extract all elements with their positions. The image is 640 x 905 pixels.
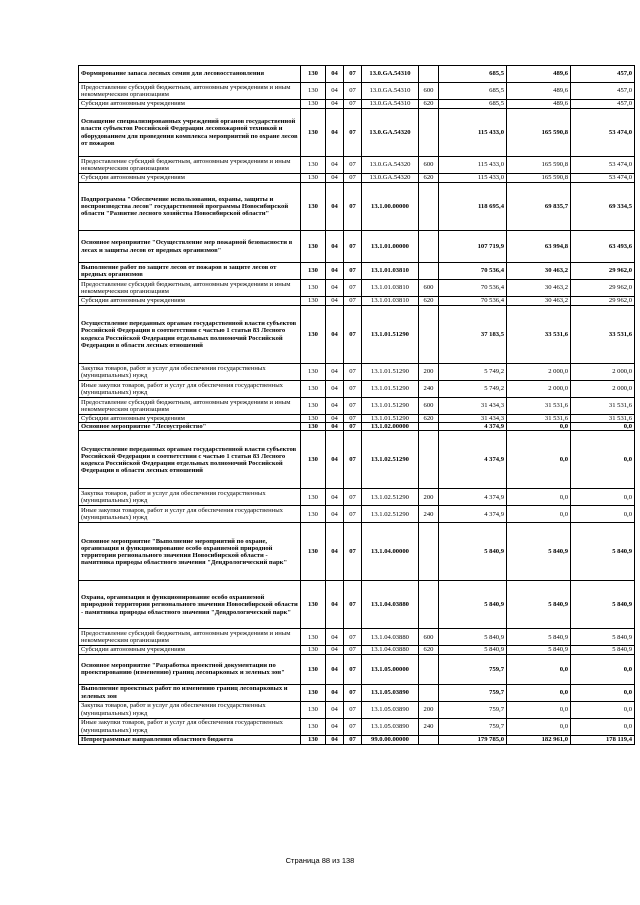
row-year2: 30 463,2 [507, 297, 571, 306]
row-year3: 457,0 [571, 66, 635, 83]
row-rz: 04 [326, 735, 344, 744]
row-year2: 0,0 [507, 701, 571, 718]
table-row [79, 431, 635, 489]
table-row [79, 398, 635, 415]
row-csr: 13.1.04.00000 [362, 523, 419, 581]
row-year1: 5 749,2 [439, 381, 507, 398]
row-ved: 130 [301, 364, 326, 381]
row-pr: 07 [344, 280, 362, 297]
row-ved: 130 [301, 231, 326, 263]
row-vr: 600 [419, 629, 439, 646]
row-ved: 130 [301, 83, 326, 100]
row-pr: 07 [344, 646, 362, 654]
row-csr: 13.1.01.51290 [362, 415, 419, 423]
row-year2: 165 590,8 [507, 157, 571, 174]
table-row [79, 381, 635, 398]
row-rz: 04 [326, 183, 344, 231]
row-vr [419, 231, 439, 263]
row-year3: 5 840,9 [571, 629, 635, 646]
row-rz: 04 [326, 718, 344, 735]
row-year2: 0,0 [507, 489, 571, 506]
row-year1: 4 374,9 [439, 506, 507, 523]
table-row [79, 263, 635, 280]
row-rz: 04 [326, 306, 344, 364]
row-year1: 5 840,9 [439, 629, 507, 646]
row-vr [419, 306, 439, 364]
row-year2: 0,0 [507, 718, 571, 735]
row-vr [419, 523, 439, 581]
row-pr: 07 [344, 306, 362, 364]
row-year1: 118 695,4 [439, 183, 507, 231]
table-body [79, 66, 635, 745]
table-row [79, 231, 635, 263]
row-ved: 130 [301, 423, 326, 431]
row-year2: 2 000,0 [507, 364, 571, 381]
row-ved: 130 [301, 654, 326, 684]
row-csr: 13.0.GA.54320 [362, 174, 419, 183]
row-rz: 04 [326, 506, 344, 523]
row-pr: 07 [344, 718, 362, 735]
row-vr: 200 [419, 489, 439, 506]
row-ved: 130 [301, 263, 326, 280]
table-row [79, 83, 635, 100]
row-year1: 37 183,5 [439, 306, 507, 364]
table-row [79, 415, 635, 423]
row-rz: 04 [326, 174, 344, 183]
row-csr: 13.1.02.51290 [362, 506, 419, 523]
table-row [79, 646, 635, 654]
row-year2: 31 531,6 [507, 415, 571, 423]
row-year1: 685,5 [439, 66, 507, 83]
row-year2: 489,6 [507, 66, 571, 83]
row-ved: 130 [301, 489, 326, 506]
row-csr: 13.1.01.03810 [362, 297, 419, 306]
row-rz: 04 [326, 157, 344, 174]
table-row [79, 718, 635, 735]
row-ved: 130 [301, 629, 326, 646]
row-csr: 13.0.GA.54310 [362, 83, 419, 100]
row-year1: 115 433,0 [439, 174, 507, 183]
row-pr: 07 [344, 100, 362, 109]
row-year1: 5 840,9 [439, 581, 507, 629]
row-ved: 130 [301, 109, 326, 157]
table-row [79, 174, 635, 183]
row-year2: 0,0 [507, 423, 571, 431]
table-row [79, 684, 635, 701]
table-row [79, 629, 635, 646]
row-rz: 04 [326, 654, 344, 684]
row-ved: 130 [301, 66, 326, 83]
row-pr: 07 [344, 654, 362, 684]
row-year3: 5 840,9 [571, 581, 635, 629]
table-row [79, 306, 635, 364]
row-ved: 130 [301, 735, 326, 744]
table-row [79, 654, 635, 684]
row-year3: 457,0 [571, 83, 635, 100]
row-vr [419, 684, 439, 701]
row-year3: 457,0 [571, 100, 635, 109]
row-year1: 5 749,2 [439, 364, 507, 381]
row-pr: 07 [344, 183, 362, 231]
row-name: Основное мероприятие "Выполнение мероприятий по охране, организация и функционирование особо охраняемой природной территории регионального значения Новосибирской области - памятника природы областного значения "Дендрологический парк" [79, 523, 301, 581]
row-year2: 165 590,8 [507, 174, 571, 183]
row-pr: 07 [344, 415, 362, 423]
row-rz: 04 [326, 684, 344, 701]
row-csr: 13.1.04.03880 [362, 629, 419, 646]
row-pr: 07 [344, 364, 362, 381]
row-csr: 13.1.01.51290 [362, 364, 419, 381]
row-vr [419, 263, 439, 280]
row-vr [419, 735, 439, 744]
row-ved: 130 [301, 381, 326, 398]
row-pr: 07 [344, 629, 362, 646]
table-row [79, 66, 635, 83]
row-year3: 33 531,6 [571, 306, 635, 364]
row-csr: 13.1.01.00000 [362, 231, 419, 263]
row-ved: 130 [301, 506, 326, 523]
row-rz: 04 [326, 297, 344, 306]
row-year2: 0,0 [507, 654, 571, 684]
row-pr: 07 [344, 231, 362, 263]
row-year3: 0,0 [571, 506, 635, 523]
row-name: Предоставление субсидий бюджетным, автономным учреждениям и иным некоммерческим организациям [79, 280, 301, 297]
row-rz: 04 [326, 701, 344, 718]
row-name: Иные закупки товаров, работ и услуг для обеспечения государственных (муниципальных) нужд [79, 718, 301, 735]
table-row [79, 523, 635, 581]
row-year1: 70 536,4 [439, 280, 507, 297]
row-year3: 31 531,6 [571, 398, 635, 415]
row-pr: 07 [344, 431, 362, 489]
table-row [79, 581, 635, 629]
row-year2: 489,6 [507, 100, 571, 109]
row-rz: 04 [326, 629, 344, 646]
row-ved: 130 [301, 398, 326, 415]
row-name: Основное мероприятие "Разработка проектной документации по проектированию (изменению) границ лесопарковых и зеленых зон" [79, 654, 301, 684]
row-year1: 115 433,0 [439, 157, 507, 174]
row-csr: 13.1.02.51290 [362, 431, 419, 489]
row-vr [419, 66, 439, 83]
row-pr: 07 [344, 83, 362, 100]
row-pr: 07 [344, 263, 362, 280]
row-year3: 53 474,0 [571, 157, 635, 174]
row-year2: 63 994,8 [507, 231, 571, 263]
row-ved: 130 [301, 157, 326, 174]
row-year3: 5 840,9 [571, 646, 635, 654]
row-year3: 0,0 [571, 423, 635, 431]
row-pr: 07 [344, 735, 362, 744]
row-ved: 130 [301, 297, 326, 306]
row-csr: 13.1.01.51290 [362, 398, 419, 415]
row-name: Формирование запаса лесных семян для лесовосстановления [79, 66, 301, 83]
row-year2: 0,0 [507, 684, 571, 701]
row-year2: 182 961,0 [507, 735, 571, 744]
row-csr: 13.1.04.03880 [362, 646, 419, 654]
row-year2: 5 840,9 [507, 646, 571, 654]
row-name: Субсидии автономным учреждениям [79, 646, 301, 654]
row-name: Предоставление субсидий бюджетным, автономным учреждениям и иным некоммерческим организациям [79, 157, 301, 174]
row-year1: 4 374,9 [439, 431, 507, 489]
row-pr: 07 [344, 398, 362, 415]
row-year3: 0,0 [571, 701, 635, 718]
row-name: Закупка товаров, работ и услуг для обеспечения государственных (муниципальных) нужд [79, 701, 301, 718]
row-rz: 04 [326, 263, 344, 280]
row-name: Выполнение работ по защите лесов от пожаров и защите лесов от вредных организмов [79, 263, 301, 280]
row-year3: 178 119,4 [571, 735, 635, 744]
row-year2: 5 840,9 [507, 629, 571, 646]
row-year1: 5 840,9 [439, 646, 507, 654]
row-rz: 04 [326, 66, 344, 83]
row-csr: 13.0.GA.54320 [362, 109, 419, 157]
row-csr: 13.1.05.00000 [362, 654, 419, 684]
row-pr: 07 [344, 381, 362, 398]
row-ved: 130 [301, 646, 326, 654]
row-year1: 685,5 [439, 100, 507, 109]
row-pr: 07 [344, 684, 362, 701]
row-pr: 07 [344, 701, 362, 718]
row-year1: 31 434,3 [439, 398, 507, 415]
row-pr: 07 [344, 174, 362, 183]
table-row [79, 506, 635, 523]
row-csr: 13.1.05.03890 [362, 718, 419, 735]
row-year2: 31 531,6 [507, 398, 571, 415]
row-ved: 130 [301, 174, 326, 183]
row-vr [419, 183, 439, 231]
row-ved: 130 [301, 183, 326, 231]
row-year1: 115 433,0 [439, 109, 507, 157]
row-year2: 30 463,2 [507, 280, 571, 297]
row-year3: 29 962,0 [571, 280, 635, 297]
row-name: Предоставление субсидий бюджетным, автономным учреждениям и иным некоммерческим организациям [79, 398, 301, 415]
row-vr [419, 109, 439, 157]
row-csr: 13.0.GA.54310 [362, 66, 419, 83]
table-row [79, 735, 635, 744]
row-vr: 240 [419, 718, 439, 735]
row-csr: 13.1.01.03810 [362, 263, 419, 280]
row-name: Иные закупки товаров, работ и услуг для обеспечения государственных (муниципальных) нужд [79, 506, 301, 523]
row-ved: 130 [301, 280, 326, 297]
row-vr: 620 [419, 646, 439, 654]
row-rz: 04 [326, 231, 344, 263]
row-ved: 130 [301, 581, 326, 629]
row-csr: 13.1.02.00000 [362, 423, 419, 431]
row-year2: 30 463,2 [507, 263, 571, 280]
row-rz: 04 [326, 581, 344, 629]
row-rz: 04 [326, 423, 344, 431]
row-rz: 04 [326, 415, 344, 423]
row-year1: 4 374,9 [439, 489, 507, 506]
row-rz: 04 [326, 83, 344, 100]
table-row [79, 297, 635, 306]
row-vr: 600 [419, 280, 439, 297]
row-name: Непрограммные направления областного бюджета [79, 735, 301, 744]
row-name: Предоставление субсидий бюджетным, автономным учреждениям и иным некоммерческим организациям [79, 629, 301, 646]
row-year3: 0,0 [571, 684, 635, 701]
row-year3: 31 531,6 [571, 415, 635, 423]
row-year1: 759,7 [439, 654, 507, 684]
row-csr: 13.1.01.51290 [362, 306, 419, 364]
table-row [79, 423, 635, 431]
row-rz: 04 [326, 381, 344, 398]
row-pr: 07 [344, 523, 362, 581]
row-name: Охрана, организация и функционирование особо охраняемой природной территории регионального значения Новосибирской области - памятника природы областного значения "Дендрологический парк" [79, 581, 301, 629]
row-pr: 07 [344, 157, 362, 174]
row-year3: 0,0 [571, 489, 635, 506]
row-pr: 07 [344, 109, 362, 157]
table-row [79, 364, 635, 381]
row-pr: 07 [344, 489, 362, 506]
row-name: Оснащение специализированных учреждений органов государственной власти субъектов Российской Федерации лесопожарной техникой и оборудованием для проведения комплекса мероприятий по охране лесов от пожаров [79, 109, 301, 157]
row-year2: 165 590,8 [507, 109, 571, 157]
row-vr: 620 [419, 100, 439, 109]
row-year2: 5 840,9 [507, 581, 571, 629]
row-rz: 04 [326, 431, 344, 489]
row-rz: 04 [326, 489, 344, 506]
row-year3: 53 474,0 [571, 174, 635, 183]
row-year3: 5 840,9 [571, 523, 635, 581]
row-csr: 13.1.04.03880 [362, 581, 419, 629]
table-row [79, 157, 635, 174]
row-name: Закупка товаров, работ и услуг для обеспечения государственных (муниципальных) нужд [79, 364, 301, 381]
row-ved: 130 [301, 431, 326, 489]
row-vr [419, 581, 439, 629]
row-year1: 70 536,4 [439, 263, 507, 280]
budget-table [78, 65, 635, 745]
row-pr: 07 [344, 506, 362, 523]
row-year1: 70 536,4 [439, 297, 507, 306]
row-year2: 0,0 [507, 431, 571, 489]
row-year1: 31 434,3 [439, 415, 507, 423]
row-year3: 0,0 [571, 718, 635, 735]
row-year3: 29 962,0 [571, 297, 635, 306]
row-rz: 04 [326, 109, 344, 157]
row-ved: 130 [301, 100, 326, 109]
row-pr: 07 [344, 423, 362, 431]
row-name: Предоставление субсидий бюджетным, автономным учреждениям и иным некоммерческим организациям [79, 83, 301, 100]
row-year3: 29 962,0 [571, 263, 635, 280]
row-csr: 13.1.00.00000 [362, 183, 419, 231]
table-row [79, 489, 635, 506]
row-year3: 2 000,0 [571, 381, 635, 398]
row-name: Субсидии автономным учреждениям [79, 174, 301, 183]
row-name: Осуществление переданных органам государственной власти субъектов Российской Федерации в соответствии с частью 1 статьи 83 Лесного кодекса Российской Федерации отдельных полномочий Российской Федерации в области лесных отношений [79, 431, 301, 489]
row-name: Закупка товаров, работ и услуг для обеспечения государственных (муниципальных) нужд [79, 489, 301, 506]
row-csr: 13.1.01.51290 [362, 381, 419, 398]
row-rz: 04 [326, 100, 344, 109]
row-csr: 13.1.05.03890 [362, 701, 419, 718]
row-csr: 13.1.02.51290 [362, 489, 419, 506]
row-year1: 759,7 [439, 684, 507, 701]
row-vr: 240 [419, 381, 439, 398]
row-vr: 600 [419, 157, 439, 174]
row-rz: 04 [326, 646, 344, 654]
row-vr: 600 [419, 398, 439, 415]
row-year3: 63 493,6 [571, 231, 635, 263]
row-vr [419, 654, 439, 684]
row-vr: 200 [419, 364, 439, 381]
row-ved: 130 [301, 415, 326, 423]
row-rz: 04 [326, 280, 344, 297]
row-pr: 07 [344, 297, 362, 306]
row-year1: 759,7 [439, 718, 507, 735]
row-year3: 2 000,0 [571, 364, 635, 381]
row-ved: 130 [301, 701, 326, 718]
row-name: Осуществление переданных органам государственной власти субъектов Российской Федерации в соответствии с частью 1 статьи 83 Лесного кодекса Российской Федерации отдельных полномочий Российской Федерации в области лесных отношений [79, 306, 301, 364]
row-rz: 04 [326, 398, 344, 415]
row-rz: 04 [326, 523, 344, 581]
row-year3: 0,0 [571, 654, 635, 684]
row-csr: 13.1.05.03890 [362, 684, 419, 701]
table-row [79, 109, 635, 157]
row-csr: 99.0.00.00000 [362, 735, 419, 744]
row-year1: 5 840,9 [439, 523, 507, 581]
row-year1: 759,7 [439, 701, 507, 718]
row-pr: 07 [344, 66, 362, 83]
row-ved: 130 [301, 306, 326, 364]
row-year1: 107 719,9 [439, 231, 507, 263]
row-ved: 130 [301, 718, 326, 735]
row-year1: 685,5 [439, 83, 507, 100]
row-year2: 69 835,7 [507, 183, 571, 231]
row-name: Субсидии автономным учреждениям [79, 297, 301, 306]
row-vr: 240 [419, 506, 439, 523]
row-year2: 489,6 [507, 83, 571, 100]
row-year3: 69 334,5 [571, 183, 635, 231]
table-row [79, 280, 635, 297]
row-vr: 620 [419, 174, 439, 183]
row-name: Иные закупки товаров, работ и услуг для обеспечения государственных (муниципальных) нужд [79, 381, 301, 398]
row-name: Основное мероприятие "Осуществление мер пожарной безопасности в лесах и защиты лесов от вредных организмов" [79, 231, 301, 263]
row-year1: 4 374,9 [439, 423, 507, 431]
row-ved: 130 [301, 523, 326, 581]
row-year2: 5 840,9 [507, 523, 571, 581]
row-name: Основное мероприятие "Лесоустройство" [79, 423, 301, 431]
row-year2: 33 531,6 [507, 306, 571, 364]
row-vr: 620 [419, 297, 439, 306]
row-name: Подпрограмма "Обеспечение использования, охраны, защиты и воспроизводства лесов" государственной программы Новосибирской области "Развитие лесного хозяйства Новосибирской области" [79, 183, 301, 231]
page-number: Страница 88 из 138 [285, 856, 355, 865]
table-row [79, 701, 635, 718]
row-year3: 0,0 [571, 431, 635, 489]
row-csr: 13.0.GA.54320 [362, 157, 419, 174]
row-vr: 600 [419, 83, 439, 100]
row-name: Выполнение проектных работ по изменению границ лесопарковых и зеленых зон [79, 684, 301, 701]
row-vr: 200 [419, 701, 439, 718]
row-year2: 2 000,0 [507, 381, 571, 398]
row-csr: 13.1.01.03810 [362, 280, 419, 297]
row-vr [419, 423, 439, 431]
row-vr [419, 431, 439, 489]
row-name: Субсидии автономным учреждениям [79, 100, 301, 109]
row-rz: 04 [326, 364, 344, 381]
table-row [79, 183, 635, 231]
row-name: Субсидии автономным учреждениям [79, 415, 301, 423]
row-year1: 179 785,0 [439, 735, 507, 744]
row-vr: 620 [419, 415, 439, 423]
row-pr: 07 [344, 581, 362, 629]
row-year3: 53 474,0 [571, 109, 635, 157]
row-year2: 0,0 [507, 506, 571, 523]
row-csr: 13.0.GA.54310 [362, 100, 419, 109]
table-row [79, 100, 635, 109]
row-ved: 130 [301, 684, 326, 701]
